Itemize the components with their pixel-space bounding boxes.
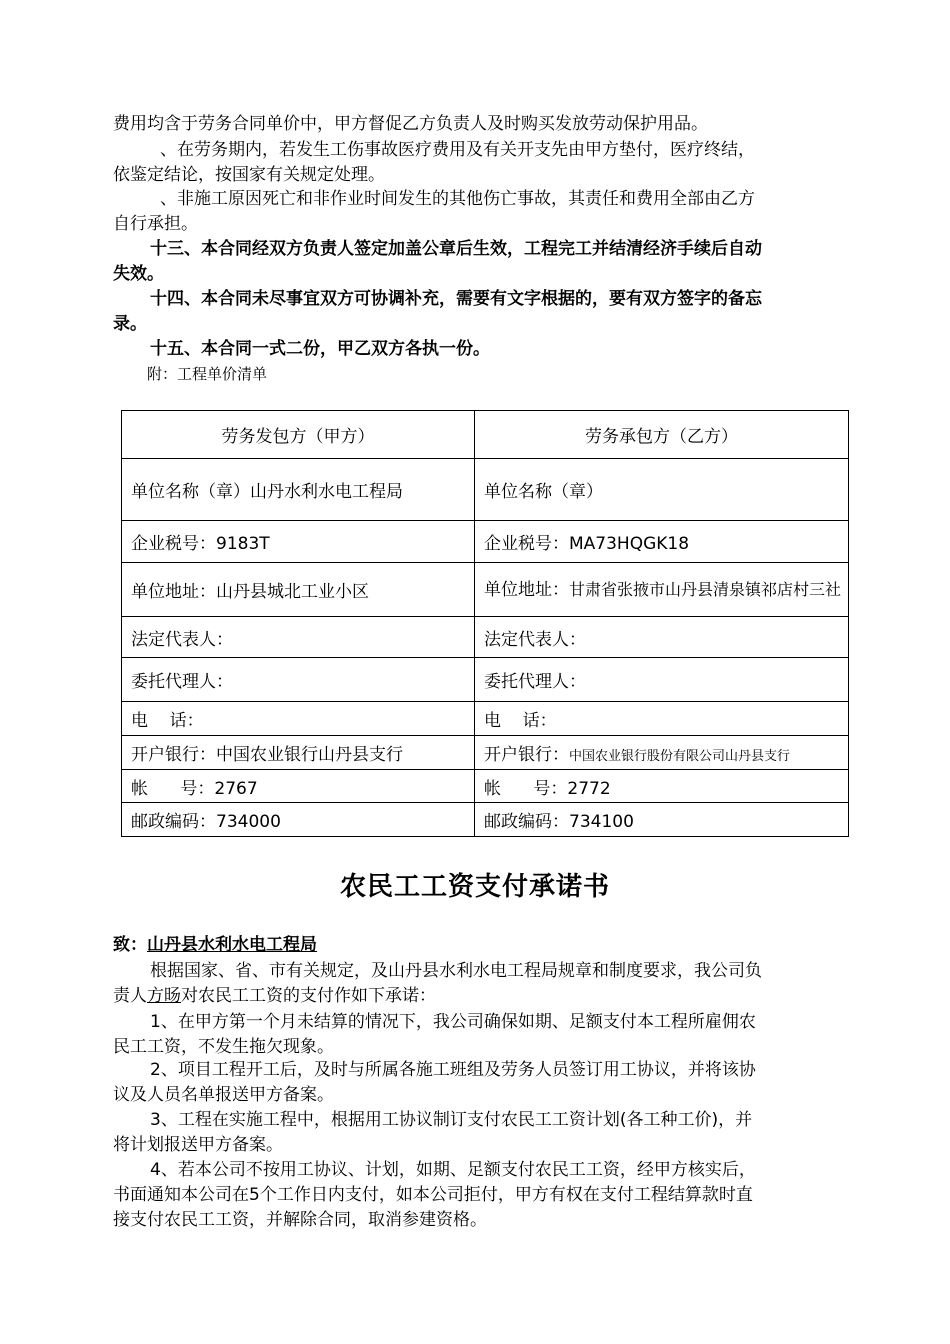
letter-intro-line-2 — [113, 984, 848, 1009]
pledge-4-line-3: 接支付农民工工资，并解除合同，取消参建资格。 — [113, 1210, 487, 1230]
party-a-agent: 委托代理人： — [122, 658, 475, 702]
clause-14-line-2: 录。 — [113, 314, 147, 334]
clause-14-line-1: 十四、本合同未尽事宜双方可协调补充，需要有文字根据的，要有双方签字的备忘 — [150, 289, 762, 309]
party-a-tax-id: 企业税号：9183T — [122, 521, 475, 563]
party-b-bank-label: 开户银行： — [484, 745, 569, 765]
pledge-3-line-1: 3、工程在实施工程中，根据用工协议制订支付农民工工资计划(各工种工价)，并 — [150, 1110, 753, 1130]
party-a-postal-code: 邮政编码：734000 — [122, 803, 475, 837]
letter-intro-prefix: 责人 — [113, 986, 147, 1006]
party-b-legal-rep: 法定代表人： — [475, 617, 849, 658]
party-b-bank-cell — [475, 736, 849, 770]
party-a-account: 帐 号：2767 — [122, 770, 475, 803]
party-b-address-cell — [475, 563, 849, 617]
attachment-note: 附：工程单价清单 — [147, 365, 268, 383]
party-b-bank-value: 中国农业银行股份有限公司山丹县支行 — [569, 749, 791, 764]
letter-recipient-name: 山丹县水利水电工程局 — [147, 935, 317, 955]
pledge-3-line-2: 将计划报送甲方备案。 — [113, 1135, 283, 1155]
contract-paragraph-2-line-2: 依鉴定结论，按国家有关规定处理。 — [113, 165, 385, 185]
letter-recipient — [113, 933, 848, 958]
pledge-1-line-1: 1、在甲方第一个月未结算的情况下，我公司确保如期、足额支付本工程所雇佣农 — [150, 1012, 756, 1032]
party-b-header: 劳务承包方（乙方） — [475, 411, 849, 459]
pledge-4-line-1: 4、若本公司不按用工协议、计划，如期、足额支付农民工工资，经甲方核实后， — [150, 1160, 756, 1180]
clause-13-line-1: 十三、本合同经双方负责人签定加盖公章后生效，工程完工并结清经济手续后自动 — [150, 239, 762, 259]
pledge-1-line-2: 民工工资，不发生拖欠现象。 — [113, 1037, 334, 1057]
letter-title: 农民工工资支付承诺书 — [339, 872, 610, 902]
party-a-legal-rep: 法定代表人： — [122, 617, 475, 658]
party-info-table — [121, 410, 849, 837]
clause-15: 十五、本合同一式二份，甲乙双方各执一份。 — [150, 339, 490, 359]
letter-intro-suffix: 对农民工工资的支付作如下承诺： — [181, 986, 436, 1006]
party-b-phone: 电 话： — [475, 702, 849, 736]
responsible-person-name: 方旸 — [147, 986, 181, 1006]
contract-paragraph-2-line-1: 、在劳务期内，若发生工伤事故医疗费用及有关开支先由甲方垫付，医疗终结， — [160, 140, 755, 160]
pledge-2-line-1: 2、项目工程开工后，及时与所属各施工班组及劳务人员签订用工协议，并将该协 — [150, 1060, 756, 1080]
party-a-name: 单位名称（章）山丹水利水电工程局 — [122, 459, 475, 521]
party-a-bank: 开户银行：中国农业银行山丹县支行 — [122, 736, 475, 770]
contract-paragraph-3-line-1: 、非施工原因死亡和非作业时间发生的其他伤亡事故，其责任和费用全部由乙方 — [160, 189, 755, 209]
contract-paragraph-3-line-2: 自行承担。 — [113, 214, 198, 234]
party-b-tax-id: 企业税号：MA73HQGK18 — [475, 521, 849, 563]
party-a-address: 单位地址：山丹县城北工业小区 — [122, 563, 475, 617]
party-b-address-label: 单位地址： — [484, 579, 569, 600]
pledge-2-line-2: 议及人员名单报送甲方备案。 — [113, 1085, 334, 1105]
party-b-agent: 委托代理人： — [475, 658, 849, 702]
party-a-header: 劳务发包方（甲方） — [122, 411, 475, 459]
letter-intro-line-1: 根据国家、省、市有关规定，及山丹县水利水电工程局规章和制度要求，我公司负 — [150, 961, 762, 981]
contract-paragraph-1: 费用均含于劳务合同单价中，甲方督促乙方负责人及时购买发放劳动保护用品。 — [113, 114, 708, 134]
party-b-name: 单位名称（章） — [475, 459, 849, 521]
party-b-address — [484, 579, 848, 601]
clause-13-line-2: 失效。 — [113, 264, 164, 284]
party-b-postal-code: 邮政编码：734100 — [475, 803, 849, 837]
party-a-phone: 电 话： — [122, 702, 475, 736]
party-b-address-value: 甘肃省张掖市山丹县清泉镇祁店村三社 — [569, 579, 842, 599]
pledge-4-line-2: 书面通知本公司在5个工作日内支付，如本公司拒付，甲方有权在支付工程结算款时直 — [113, 1185, 753, 1205]
party-b-account: 帐 号：2772 — [475, 770, 849, 803]
letter-recipient-prefix: 致： — [113, 935, 147, 955]
